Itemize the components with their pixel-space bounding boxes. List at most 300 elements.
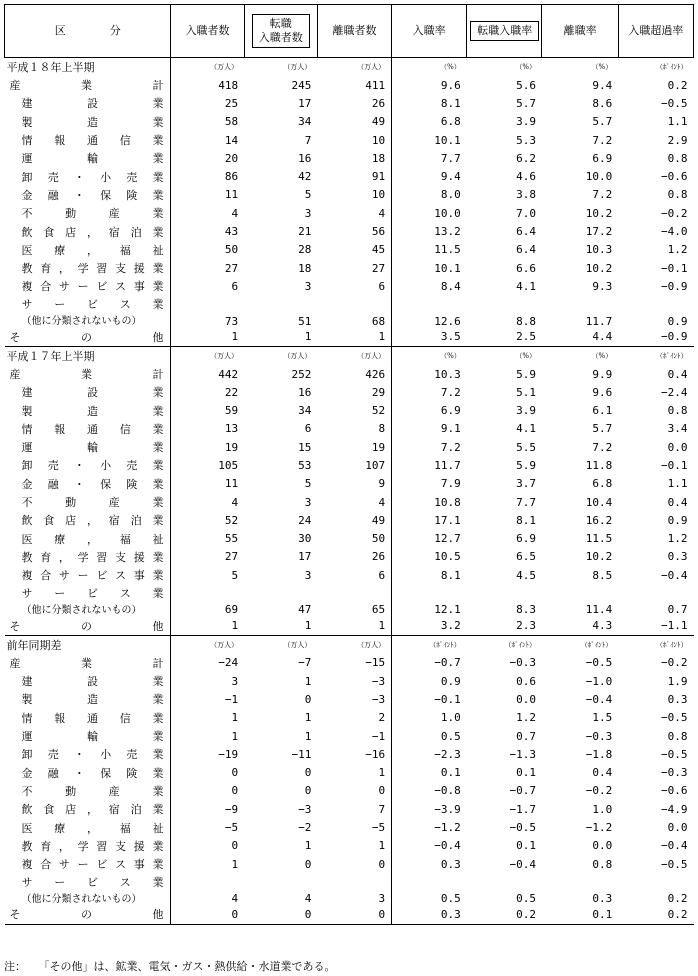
row-label-text: 製造業 <box>21 115 164 129</box>
table-cell: 9.4 <box>440 170 461 184</box>
unit-label: （万人） <box>244 346 317 365</box>
row-label-text: 建設業 <box>21 675 164 689</box>
table-cell: 8.4 <box>440 279 461 293</box>
table-cell: 0.2 <box>667 78 688 92</box>
table-cell: 29 <box>317 383 391 401</box>
section-header-row <box>5 635 694 654</box>
table-cell: 68 <box>317 296 391 328</box>
row-label <box>5 818 171 836</box>
table-cell: −0.7 <box>509 784 536 798</box>
table-cell: 7.2 <box>592 440 613 454</box>
table-cell: 5.7 <box>592 422 613 436</box>
row-label-text: 金融・保険業 <box>21 477 164 491</box>
table-cell: 0.8 <box>667 729 688 743</box>
table-row <box>5 475 694 493</box>
table-cell: 11 <box>224 188 239 202</box>
table-cell: −11 <box>291 747 312 761</box>
table-row <box>5 328 694 347</box>
table-cell: −7 <box>298 656 312 670</box>
table-cell: 10.0 <box>434 206 461 220</box>
table-cell: 6.8 <box>440 115 461 129</box>
table-cell: 0.2 <box>618 905 693 924</box>
table-cell: 0.2 <box>467 905 542 924</box>
row-label-text: 卸売・小売業 <box>21 459 164 473</box>
table-cell: 6.9 <box>440 404 461 418</box>
row-label-text: 飲食店，宿泊業 <box>21 514 164 528</box>
table-row <box>5 241 694 259</box>
table-cell: −3 <box>317 690 391 708</box>
table-cell: 0.8 <box>592 857 613 871</box>
table-cell: 3.9 <box>516 404 536 418</box>
table-row <box>5 438 694 456</box>
table-cell: −0.3 <box>509 656 536 670</box>
table-cell: 6.2 <box>516 151 536 165</box>
table-cell: 0 <box>304 766 312 780</box>
section-header-row <box>5 346 694 365</box>
table-cell: 1 <box>231 711 239 725</box>
table-cell: 10.1 <box>434 133 461 147</box>
table-row <box>5 296 694 328</box>
row-label-text: 教育，学習支援業 <box>21 839 164 853</box>
table-row <box>5 204 694 222</box>
table-cell: 426 <box>317 365 391 383</box>
table-cell: 0 <box>304 692 312 706</box>
table-cell: 4 <box>231 495 239 509</box>
row-label-text: 複合サービス事業 <box>21 280 164 294</box>
row-label <box>5 905 171 924</box>
table-cell: 6 <box>317 566 391 584</box>
table-cell: 0 <box>171 905 244 924</box>
row-label <box>5 167 171 185</box>
table-cell: 0.4 <box>667 367 688 381</box>
table-cell: 0.8 <box>667 151 688 165</box>
table-cell: 7 <box>304 133 312 147</box>
table-cell: 10 <box>317 131 391 149</box>
table-cell: 49 <box>317 113 391 131</box>
row-label <box>5 654 171 672</box>
table-cell: 42 <box>298 170 312 184</box>
table-cell: −0.2 <box>585 784 613 798</box>
table-cell: 34 <box>298 115 312 129</box>
row-label <box>5 438 171 456</box>
unit-label: （万人） <box>210 63 239 71</box>
table-cell: 1 <box>304 729 312 743</box>
table-cell: 6.6 <box>516 261 536 275</box>
table-cell: 3.4 <box>667 422 688 436</box>
table-cell: 5.6 <box>516 78 536 92</box>
table-cell: −0.3 <box>585 729 613 743</box>
table-cell: 0.3 <box>667 692 688 706</box>
table-cell: 1 <box>231 330 239 344</box>
table-cell: 0.1 <box>542 905 618 924</box>
table-cell: 1 <box>231 619 239 633</box>
table-cell: −0.5 <box>509 821 536 835</box>
table-cell: 9 <box>317 475 391 493</box>
table-row <box>5 616 694 635</box>
table-cell: 18 <box>298 261 312 275</box>
table-cell: 8.1 <box>516 513 536 527</box>
footnote-prefix: 注： <box>4 960 26 973</box>
table-row <box>5 837 694 855</box>
table-cell: 11.5 <box>434 243 461 257</box>
row-label-text: 不動産業 <box>21 207 164 221</box>
table-cell: 0 <box>304 857 312 871</box>
table-cell: 7 <box>317 800 391 818</box>
table-cell: 8.1 <box>440 568 461 582</box>
row-label <box>5 745 171 763</box>
table-cell: 0.0 <box>516 692 536 706</box>
table-cell: −0.5 <box>661 747 688 761</box>
table-row <box>5 855 694 873</box>
table-cell: 0 <box>317 782 391 800</box>
row-label <box>5 511 171 529</box>
table-cell: 0.8 <box>667 188 688 202</box>
table-cell: 6.9 <box>592 151 613 165</box>
unit-label: （%） <box>591 63 613 71</box>
table-cell: 11 <box>224 477 239 491</box>
table-cell: 8.1 <box>440 96 461 110</box>
table-row <box>5 782 694 800</box>
table-row <box>5 530 694 548</box>
row-label-text: 情報通信業 <box>21 711 164 725</box>
table-cell: 17 <box>298 96 312 110</box>
row-label-text: 運輸業 <box>21 441 164 455</box>
row-label-text: サービス業 <box>21 586 164 600</box>
row-label-sub: （他に分類されないもの） <box>21 893 142 905</box>
table-cell: 26 <box>317 548 391 566</box>
table-cell: 10.1 <box>434 261 461 275</box>
table-cell: 0.3 <box>440 857 461 871</box>
table-cell: −15 <box>317 654 391 672</box>
row-label <box>5 873 171 905</box>
table-cell: 17.1 <box>434 513 461 527</box>
table-cell: 0.9 <box>667 513 688 527</box>
table-cell: 418 <box>218 78 239 92</box>
table-cell: 0.7 <box>667 603 688 617</box>
table-cell: 0 <box>317 905 391 924</box>
row-label <box>5 530 171 548</box>
table-cell: 4 <box>231 892 239 906</box>
header-category: 区 分 <box>5 5 171 58</box>
table-cell: −0.4 <box>509 857 536 871</box>
row-label <box>5 837 171 855</box>
unit-label: （ﾎﾟｲﾝﾄ） <box>618 346 693 365</box>
table-cell: 47 <box>298 603 312 617</box>
table-cell: 1.0 <box>592 802 613 816</box>
row-label-text: 製造業 <box>21 404 164 418</box>
table-cell: 5.7 <box>592 115 613 129</box>
table-cell: 1.9 <box>667 674 688 688</box>
row-label <box>5 690 171 708</box>
table-cell: −1.2 <box>434 821 461 835</box>
row-label-text: 産業計 <box>9 368 164 381</box>
row-label <box>5 456 171 474</box>
table-cell: −0.5 <box>585 656 613 670</box>
unit-label: （万人） <box>317 58 391 77</box>
table-cell: 10.2 <box>585 550 613 564</box>
section-title: 前年同期差 <box>5 635 171 654</box>
table-cell: 6.9 <box>516 532 536 546</box>
table-cell: 4.4 <box>592 330 613 344</box>
table-cell: 9.3 <box>592 279 613 293</box>
row-label-text: 複合サービス事業 <box>21 569 164 583</box>
table-row <box>5 800 694 818</box>
table-cell: 1 <box>304 839 312 853</box>
table-cell: 9.9 <box>592 367 613 381</box>
footnote <box>4 958 354 974</box>
table-cell: 10.2 <box>585 261 613 275</box>
row-label-text: 不動産業 <box>21 784 164 798</box>
table-cell: −0.3 <box>661 766 688 780</box>
header-hire-rate: 入職率 <box>392 5 467 58</box>
row-label-text: サービス業 <box>21 298 164 312</box>
table-cell: 56 <box>317 222 391 240</box>
table-cell: 1.1 <box>667 115 688 129</box>
table-cell: 442 <box>218 367 239 381</box>
table-cell: 11.5 <box>585 532 613 546</box>
table-cell: 52 <box>317 401 391 419</box>
row-label <box>5 328 171 347</box>
row-label <box>5 584 171 616</box>
table-cell: −1 <box>224 692 239 706</box>
table-cell: 43 <box>224 225 239 239</box>
table-cell: −1.7 <box>509 802 536 816</box>
row-label-text: 教育，学習支援業 <box>21 550 164 564</box>
table-cell: 58 <box>224 115 239 129</box>
table-cell: 91 <box>317 167 391 185</box>
table-cell: 17.2 <box>585 225 613 239</box>
header-row <box>5 5 694 58</box>
table-cell: 12.1 <box>434 603 461 617</box>
table-cell: 10.4 <box>585 495 613 509</box>
table-row <box>5 764 694 782</box>
table-row <box>5 493 694 511</box>
table-row <box>5 905 694 924</box>
table-cell: 0 <box>231 766 239 780</box>
table-cell: 34 <box>298 404 312 418</box>
row-label-text: 情報通信業 <box>21 422 164 436</box>
table-cell: 0 <box>244 905 317 924</box>
table-cell: 8.3 <box>516 603 536 617</box>
table-cell: 0.3 <box>592 892 613 906</box>
table-cell: 50 <box>224 243 239 257</box>
table-cell: 7.9 <box>440 477 461 491</box>
header-job-change-line2: 入職者数 <box>258 31 303 44</box>
unit-label: （%） <box>515 63 536 71</box>
table-row <box>5 584 694 616</box>
table-cell: 7.2 <box>592 133 613 147</box>
unit-label: （%） <box>392 346 467 365</box>
row-label-text: 運輸業 <box>21 730 164 744</box>
row-label-sub: （他に分類されないもの） <box>21 316 142 328</box>
row-label <box>5 241 171 259</box>
row-label <box>5 222 171 240</box>
table-cell: 22 <box>224 385 239 399</box>
table-cell: 4.6 <box>516 170 536 184</box>
table-row <box>5 420 694 438</box>
table-row <box>5 401 694 419</box>
row-label-text: 卸売・小売業 <box>21 748 164 762</box>
table-row <box>5 548 694 566</box>
table-cell: −19 <box>218 747 239 761</box>
table-cell: 1.2 <box>516 711 536 725</box>
table-row <box>5 76 694 94</box>
table-cell: 9.6 <box>440 78 461 92</box>
row-label-text: 運輸業 <box>21 152 164 166</box>
table-cell: 12.7 <box>434 532 461 546</box>
table-cell: 3.2 <box>440 619 461 633</box>
table-cell: 1 <box>304 330 312 344</box>
table-row <box>5 727 694 745</box>
row-label <box>5 186 171 204</box>
table-cell: 0.5 <box>440 892 461 906</box>
table-cell: 8.0 <box>440 188 461 202</box>
row-label <box>5 782 171 800</box>
table-cell: 24 <box>298 513 312 527</box>
table-cell: 10.0 <box>585 170 613 184</box>
table-cell: 51 <box>298 314 312 328</box>
table-cell: −0.4 <box>661 839 688 853</box>
table-cell: 27 <box>224 261 239 275</box>
table-row <box>5 690 694 708</box>
row-label <box>5 401 171 419</box>
table-cell: 5.1 <box>516 385 536 399</box>
table-row <box>5 456 694 474</box>
table-cell: 53 <box>298 458 312 472</box>
row-label <box>5 493 171 511</box>
table-cell: 1 <box>231 857 239 871</box>
header-job-change-hires <box>244 5 317 58</box>
unit-label: （ﾎﾟｲﾝﾄ） <box>542 635 618 654</box>
row-label-text: サービス業 <box>21 875 164 889</box>
table-cell: 6 <box>317 277 391 295</box>
table-cell: 21 <box>298 225 312 239</box>
table-cell: 107 <box>317 456 391 474</box>
row-label-text: 医療，福祉 <box>21 243 164 257</box>
row-label <box>5 296 171 328</box>
row-label <box>5 672 171 690</box>
section-header-row <box>5 58 694 77</box>
unit-label: （ﾎﾟｲﾝﾄ） <box>467 635 542 654</box>
table-cell: 3.9 <box>516 115 536 129</box>
table-cell: 4.1 <box>516 279 536 293</box>
table-cell: 0.7 <box>516 729 536 743</box>
unit-label: （万人） <box>317 346 391 365</box>
table-cell: 11.7 <box>585 314 613 328</box>
table-cell: 0.4 <box>592 766 613 780</box>
table-cell: 69 <box>224 603 239 617</box>
row-label-text: その他 <box>9 330 164 344</box>
table-cell: 2.5 <box>516 330 536 344</box>
table-cell: 5 <box>304 188 312 202</box>
table-cell: −1 <box>317 727 391 745</box>
table-cell: 13 <box>224 422 239 436</box>
table-cell: 3 <box>317 873 391 905</box>
table-cell: 5.9 <box>516 458 536 472</box>
table-row <box>5 222 694 240</box>
table-cell: 10.5 <box>434 550 461 564</box>
table-cell: −1.1 <box>661 619 688 633</box>
table-cell: 45 <box>317 241 391 259</box>
table-cell: 20 <box>224 151 239 165</box>
table-cell: −16 <box>317 745 391 763</box>
table-row <box>5 818 694 836</box>
table-cell: −4.0 <box>661 225 688 239</box>
row-label-text: 飲食店，宿泊業 <box>21 225 164 239</box>
table-cell: 105 <box>218 458 239 472</box>
table-cell: 1 <box>317 764 391 782</box>
table-cell: 3 <box>304 568 312 582</box>
table-cell: 11.8 <box>585 458 613 472</box>
table-row <box>5 94 694 112</box>
table-cell: 1 <box>231 729 239 743</box>
table-row <box>5 873 694 905</box>
unit-label: （万人） <box>283 63 312 71</box>
table-cell: 0 <box>317 855 391 873</box>
table-cell: −4.9 <box>661 802 688 816</box>
table-cell: 5.7 <box>516 96 536 110</box>
table-cell: 3 <box>231 674 239 688</box>
table-cell: −3 <box>298 802 312 816</box>
row-label-text: 情報通信業 <box>21 134 164 148</box>
row-label <box>5 855 171 873</box>
table-cell: 27 <box>224 550 239 564</box>
table-cell: 5.9 <box>516 367 536 381</box>
table-cell: 3 <box>304 495 312 509</box>
row-label <box>5 113 171 131</box>
table-cell: 26 <box>317 94 391 112</box>
row-label <box>5 149 171 167</box>
table-cell: 13.2 <box>434 225 461 239</box>
table-cell: 16.2 <box>585 513 613 527</box>
row-label-text: 産業計 <box>9 656 164 670</box>
table-cell: −5 <box>317 818 391 836</box>
table-cell: −5 <box>224 821 239 835</box>
table-cell: −0.1 <box>661 458 688 472</box>
table-cell: −24 <box>218 656 239 670</box>
unit-label: （ﾎﾟｲﾝﾄ） <box>618 635 693 654</box>
row-label <box>5 365 171 383</box>
table-cell: 4 <box>317 493 391 511</box>
row-label-text: 金融・保険業 <box>21 766 164 780</box>
row-label-text: 製造業 <box>21 693 164 707</box>
table-cell: −0.4 <box>661 568 688 582</box>
row-label <box>5 709 171 727</box>
table-cell: 0.5 <box>516 892 536 906</box>
table-cell: 16 <box>298 385 312 399</box>
table-cell: 1.5 <box>592 711 613 725</box>
row-label-text: 複合サービス事業 <box>21 858 164 872</box>
table-cell: 4.1 <box>516 422 536 436</box>
table-row <box>5 745 694 763</box>
table-cell: 1 <box>317 616 391 635</box>
row-label-text: 産業計 <box>9 79 164 93</box>
table-cell: 0.4 <box>667 495 688 509</box>
table-cell: 411 <box>317 76 391 94</box>
row-label <box>5 204 171 222</box>
table-cell: 3.7 <box>516 477 536 491</box>
table-cell: 6.4 <box>516 225 536 239</box>
table-cell: 7.2 <box>592 188 613 202</box>
table-cell: −0.7 <box>434 656 461 670</box>
table-cell: 4 <box>317 204 391 222</box>
table-cell: 1 <box>304 619 312 633</box>
table-cell: 4 <box>304 892 312 906</box>
row-label <box>5 727 171 745</box>
table-cell: 0.1 <box>516 839 536 853</box>
unit-label: （万人） <box>171 635 244 654</box>
table-cell: 0.6 <box>516 674 536 688</box>
